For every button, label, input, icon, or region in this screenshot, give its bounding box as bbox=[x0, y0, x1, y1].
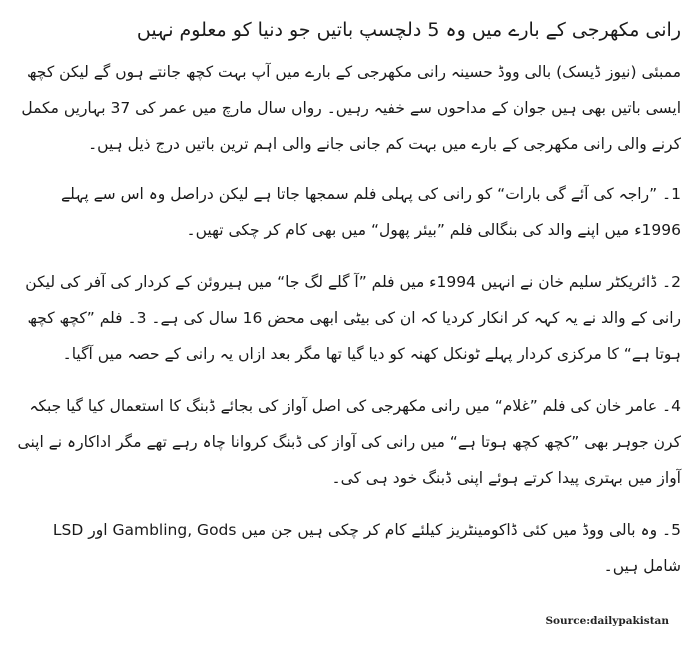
point-5-paragraph: 5۔ وہ بالی ووڈ میں کئی ڈاکومینٹریز کیلئے کام کر چکی ہیں جن میں Gambling, Gods اور LSD شامل ہیں۔ bbox=[52, 521, 681, 575]
article-headline: رانی مکھرجی کے بارے میں وہ 5 دلچسپ باتیں جو دنیا کو معلوم نہیں bbox=[136, 19, 681, 41]
source-credit: Source:dailypakistan bbox=[545, 615, 669, 627]
article-body bbox=[14, 10, 681, 600]
intro-paragraph: ممبئی (نیوز ڈیسک) بالی ووڈ حسینہ رانی مکھرجی کے بارے میں آپ بہت کچھ جانتے ہوں گے لیکن کچھ ایسی باتیں بھی ہیں جوان کے مداحوں سے خفیہ رہیں۔ رواں سال مارچ میں عمر کی 37 بہاریں مکمل کرنے والی رانی مکھرجی کے بارے میں بہت کم جانی جانے والی اہم ترین باتیں درج ذیل ہیں۔ bbox=[21, 63, 681, 153]
point-4-paragraph: 4۔ عامر خان کی فلم ”غلام“ میں رانی مکھرجی کی اصل آواز کی بجائے ڈبنگ کا استعمال کیا گیا جبکہ کرن جوہر بھی ”کچھ کچھ ہوتا ہے“ میں رانی کی آواز کی ڈبنگ کروانا چاہ رہے تھے مگر اداکارہ نے اپنی آواز میں بہتری پیدا کرتے ہوئے اپنی ڈبنگ خود ہی کی۔ bbox=[17, 397, 681, 487]
point-2-3-paragraph: 2۔ ڈائریکٹر سلیم خان نے انہیں 1994ء میں فلم ”آ گلے لگ جا“ میں ہیروئن کے کردار کی آفر کی لیکن رانی کے والد نے یہ کہہ کر انکار کردیا کہ ان کی بیٹی ابھی محض 16 سال کی ہے۔ 3۔ فلم ”کچھ کچھ ہوتا ہے“ کا مرکزی کردار پہلے ٹونکل کھنہ کو دیا گیا تھا مگر بعد ازاں یہ رانی کے حصہ میں آگیا۔ bbox=[25, 273, 681, 363]
point-1-paragraph: 1۔ ”راجہ کی آئے گی بارات“ کو رانی کی پہلی فلم سمجھا جاتا ہے لیکن دراصل وہ اس سے پہلے 1996ء میں اپنے والد کی بنگالی فلم ”بیئر پھول“ میں بھی کام کر چکی تھیں۔ bbox=[61, 185, 681, 239]
